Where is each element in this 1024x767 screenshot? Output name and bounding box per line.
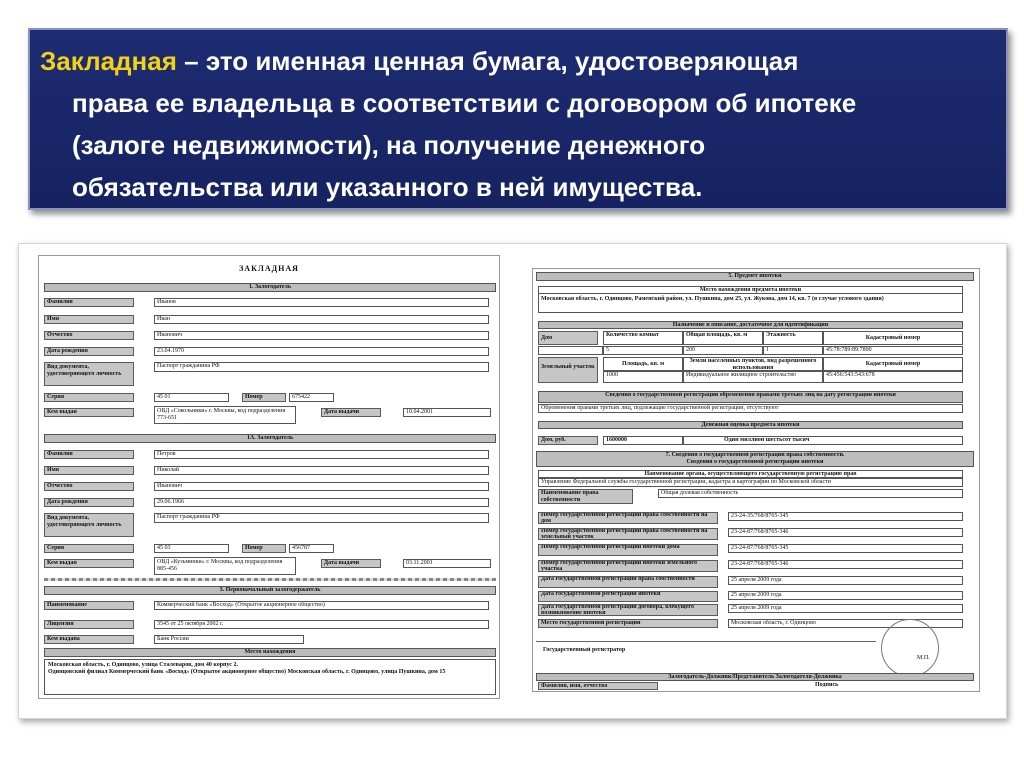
house-rooms-value: 5 — [603, 346, 683, 355]
reg-row-value: Московская область, г. Одинцово — [728, 619, 963, 628]
s1a-dob-label: Дата рождения — [44, 498, 134, 507]
section-7-header — [536, 451, 974, 467]
reg-row-label: Номер государственной регистрации ипотеки дома — [538, 544, 718, 556]
reg-row-value: 25 апреля 2009 года — [728, 576, 963, 585]
purpose-header: Назначение и описание, достаточное для идентификации — [538, 321, 963, 329]
reg-row-value: 23-24-87/768/8765-346 — [728, 560, 963, 569]
scan-strip — [44, 578, 496, 581]
s1-issued-value: ОВД «Сокольники» г. Москвы, код подразделения 773-651 — [154, 406, 296, 424]
signer-sign-label: Подпись — [815, 682, 839, 688]
registrar-label: Государственный регистратор — [543, 647, 626, 653]
valuation-value: 1600000 — [603, 436, 683, 445]
reg-row-label: Дата государственной регистрации договора, влекущего возникновение ипотеки — [538, 604, 718, 616]
s1-date-value: 10.04.2001 — [403, 408, 491, 417]
house-cadastre-label: Кадастровый номер — [823, 331, 963, 345]
signer-header: Залогодатель-Должник/Представитель Залогодателя-Должника — [536, 673, 974, 681]
s1a-number-value: 456787 — [289, 544, 334, 553]
s1-date-label: Дата выдачи — [321, 408, 381, 417]
land-label: Земельный участок — [538, 357, 598, 383]
property-location-header: Место нахождения предмета ипотеки — [538, 286, 963, 294]
reg-row-label: Дата государственной регистрации права собственности — [538, 576, 718, 588]
valuation-header: Денежная оценка предмета ипотеки — [538, 421, 963, 429]
definition-line-3: (залоге недвижимости), на получение денежного — [72, 130, 706, 160]
house-area-value: 200 — [683, 346, 763, 355]
land-cadastre-label: Кадастровый номер — [823, 357, 963, 371]
s1a-series-value: 45 03 — [154, 544, 229, 553]
valuation-words: Один миллион шестьсот тысяч — [683, 436, 963, 445]
s1a-number-label: Номер — [242, 544, 286, 553]
registrar-divider — [536, 641, 876, 642]
s3-license-value: 3545 от 25 октября 2002 г. — [154, 620, 489, 629]
land-category-value: Индивидуальное жилищное строительство — [683, 371, 823, 383]
s1-doc-value: Паспорт гражданина РФ — [154, 362, 489, 372]
section-3-header: 3. Первоначальный залогодержатель — [44, 586, 496, 595]
reg-row-label: Номер государственной регистрации ипотеки земельного участка — [538, 560, 718, 572]
reg-row-value: 23-24-35/768/8765-345 — [728, 512, 963, 521]
reg-row-label: Дата государственной регистрации ипотеки — [538, 591, 718, 602]
reg-row-value: 23-24-87/768/8765-345 — [728, 544, 963, 553]
house-floors-value: 1 — [763, 346, 823, 355]
s1a-doc-value: Паспорт гражданина РФ — [154, 513, 489, 523]
land-cadastre-value: 45:456:543:543:678 — [823, 371, 963, 383]
ownership-right-label: Наименование права собственности — [538, 489, 633, 504]
reg-row-value: 25 апреля 2009 года — [728, 591, 963, 600]
form-title: ЗАКЛАДНАЯ — [239, 264, 299, 273]
section-1-header: 1. Залогодатель — [44, 283, 496, 292]
s3-location-header: Место нахождения — [44, 648, 496, 657]
encumbrance-header: Сведения о государственной регистрации обременения правами третьих лиц на дату регистрации ипотеки — [538, 391, 963, 403]
ownership-right-value: Общая долевая собственность — [658, 489, 963, 498]
valuation-label: Дом, руб. — [538, 436, 598, 445]
section-7-header-line-2: Сведения о государственной регистрации ипотеки — [686, 459, 824, 465]
s1a-name-value: Николай — [154, 466, 489, 475]
definition-box — [28, 28, 1008, 210]
s1-patronymic-label: Отчество — [44, 331, 134, 340]
house-label: Дом — [538, 331, 598, 345]
s1a-surname-label: Фамилия — [44, 450, 134, 459]
s1a-issued-value: ОВД «Кузьминки» г. Москвы, код подразделения 885-456 — [154, 557, 296, 575]
s1a-patronymic-value: Иванович — [154, 482, 489, 491]
s3-location-box — [44, 659, 496, 695]
s1a-date-value: 03.11.2001 — [403, 559, 491, 568]
s1a-patronymic-label: Отчество — [44, 482, 134, 491]
property-location-value: Московская область, г. Одинцово, Раменский район, ул. Пушкина, дом 25, ул. Жукова, дом 14, кв. 7 (в случае углового здания) — [538, 293, 963, 313]
s1a-name-label: Имя — [44, 466, 134, 475]
section-7-header-line-1: 7. Сведения о государственной регистрации права собственности. — [665, 452, 845, 458]
signer-name-label: Фамилия, имя, отчество — [538, 682, 658, 690]
term-highlight: Закладная — [40, 46, 177, 76]
reg-row-value: 23-24-87/768/8765-346 — [728, 528, 963, 537]
house-cadastre-value: 45:78:789:89:7890 — [823, 346, 963, 355]
reg-row-value: 25 апреля 2009 года — [728, 604, 963, 613]
s1-dob-label: Дата рождения — [44, 347, 134, 356]
stamp-label: М.П. — [917, 655, 930, 661]
s3-issuer-label: Кем выдана — [44, 635, 134, 644]
s1-issued-label: Кем выдан — [44, 408, 134, 417]
s3-license-label: Лицензия — [44, 620, 134, 629]
reg-row-label: Номер государственной регистрации права собственности на дом — [538, 512, 718, 524]
s1a-doc-label: Вид документа, удостоверяющего личность — [44, 513, 134, 537]
definition-line-1 — [40, 46, 798, 76]
encumbrance-value: Обременения правами третьих лиц, подлежащие государственной регистрации, отсутствуют — [538, 404, 963, 413]
house-area-label: Общая площадь, кв. м — [683, 331, 763, 345]
reg-row-label: Место государственной регистрации — [538, 619, 718, 628]
land-area-label: Площадь, кв. м — [603, 357, 683, 371]
section-5-header: 5. Предмет ипотеки — [536, 272, 974, 281]
s3-name-label: Наименование — [44, 601, 134, 610]
definition-line-4: обязательства или указанного в ней имущества. — [72, 172, 703, 202]
s1-number-value: 675422 — [289, 393, 334, 402]
s1-name-value: Иван — [154, 315, 489, 324]
s1-number-label: Номер — [242, 393, 286, 402]
s1-patronymic-value: Иванович — [154, 331, 489, 340]
land-area-value: 1000 — [603, 371, 683, 383]
s3-name-value: Коммерческий банк «Восход» (Открытое акционерное общество) — [154, 601, 489, 610]
authority-header: Наименование органа, осуществляющего государственную регистрацию прав — [538, 470, 963, 478]
definition-line-2: права ее владельца в соответствии с договором об ипотеке — [72, 88, 857, 118]
mortgage-form-page-1 — [38, 255, 500, 699]
s3-issuer-value: Банк России — [154, 635, 304, 644]
s1-dob-value: 23.04.1970 — [154, 347, 489, 356]
s1a-issued-label: Кем выдан — [44, 559, 134, 568]
s3-location-1: Московская область, г. Одинцово, улица Сталеваров, дом 40 корпус 2. — [48, 662, 238, 668]
authority-value: Управление Федеральной службы государственной регистрации, кадастра и картографии по Московской области — [538, 478, 963, 487]
house-empty-cell — [538, 346, 603, 355]
stamp-circle — [881, 619, 939, 677]
s1-series-label: Серия — [44, 393, 134, 402]
s1-name-label: Имя — [44, 315, 134, 324]
section-1a-header: 1А. Залогодатель — [44, 434, 496, 443]
s1a-series-label: Серия — [44, 544, 134, 553]
definition-text-1: – это именная ценная бумага, удостоверяющая — [176, 46, 799, 76]
s1a-surname-value: Петров — [154, 450, 489, 459]
reg-row-label: Номер государственной регистрации права собственности на земельный участок — [538, 528, 718, 540]
s1-surname-label: Фамилия — [44, 298, 134, 307]
s1-surname-value: Иванов — [154, 298, 489, 307]
s1a-date-label: Дата выдачи — [321, 559, 381, 568]
house-rooms-label: Количество комнат — [603, 331, 683, 345]
mortgage-form-page-2 — [532, 268, 980, 692]
s1a-dob-value: 29.06.1966 — [154, 498, 489, 507]
land-category-label: Земли населенных пунктов, вид разрешенного использования — [683, 357, 823, 371]
house-floors-label: Этажность — [763, 331, 823, 345]
s1-doc-label: Вид документа, удостоверяющего личность — [44, 362, 134, 386]
s3-location-2: Одинцовский филиал Коммерческий банк «Восход» (Открытое акционерное общество) Московская область, г. Одинцово, улица Пушкина, дом 15 — [48, 669, 446, 675]
s1-series-value: 45 01 — [154, 393, 229, 402]
